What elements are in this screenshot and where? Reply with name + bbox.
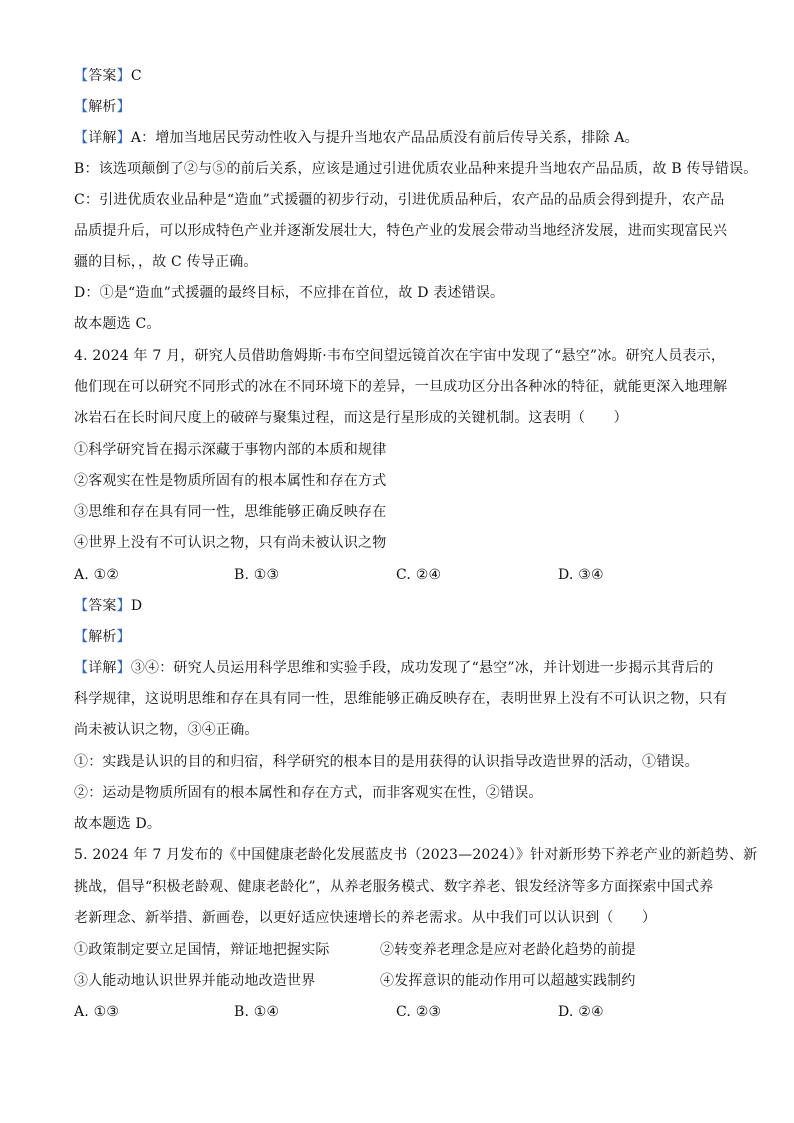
q4-detail-line: [74, 658, 714, 678]
bracket-right: 】: [116, 629, 131, 645]
q4-option-c[interactable]: C. ②④: [396, 567, 442, 583]
q3-detail-line: [74, 128, 639, 148]
q5-stem-line: 挑战，倡导“积极老龄观、健康老龄化”，从养老服务模式、数字养老、银发经济等多方面探索中国式养: [74, 879, 714, 895]
q3-explanation-line: 品质提升后，可以形成特色产业并逐渐发展壮大，特色产业的发展会带动当地经济发展，进而实现富民兴: [74, 223, 728, 239]
q3-explanation-line: C：引进优质农业品种是“造血”式援疆的初步行动，引进优质品种后，农产品的品质会得到提升，农产品: [74, 192, 725, 208]
bracket-left: 【: [74, 130, 89, 146]
q5-stem-line: 老新理念、新举措、新画卷，以更好适应快速增长的养老需求。从中我们可以认识到（ ）: [74, 910, 657, 926]
q3-detail-text: A：增加当地居民劳动性收入与提升当地农产品品质没有前后传导关系，排除 A。: [130, 130, 639, 146]
bracket-left: 【: [74, 660, 89, 676]
q4-statement: ①科学研究旨在揭示深藏于事物内部的本质和规律: [74, 442, 387, 458]
q5-stem-line: 5. 2024 年 7 月发布的《中国健康老龄化发展蓝皮书（2023—2024）》针对新形势下养老产业的新趋势、新: [74, 847, 758, 863]
q3-answer-line: [74, 66, 142, 86]
q3-explanation-line: D：①是“造血”式援疆的最终目标，不应排在首位，故 D 表述错误。: [74, 285, 505, 301]
q5-option-d[interactable]: D. ②④: [558, 1004, 604, 1020]
q4-statement: ③思维和存在具有同一性，思维能够正确反映存在: [74, 504, 387, 520]
q4-answer-value: D: [130, 598, 143, 614]
q4-answer-tag: 答案: [88, 598, 117, 614]
q5-statement: ②转变养老理念是应对老龄化趋势的前提: [380, 942, 636, 958]
q4-analysis-tag: 解析: [88, 629, 117, 645]
q5-option-c[interactable]: C. ②③: [396, 1004, 442, 1020]
q4-explanation-line: ①：实践是认识的目的和归宿，科学研究的根本目的是用获得的认识指导改造世界的活动，①错误。: [74, 754, 699, 770]
q4-detail-text: ③④：研究人员运用科学思维和实验手段，成功发现了“悬空”冰，并计划进一步揭示其背后的: [130, 660, 714, 676]
q4-detail-tag: 详解: [88, 660, 117, 676]
q4-stem-line: 他们现在可以研究不同形式的冰在不同环境下的差异，一旦成功区分出各种冰的特征，就能更深入地理解: [74, 379, 728, 395]
bracket-right: 】: [116, 598, 131, 614]
q4-stem-line: 冰岩石在长时间尺度上的破碎与聚集过程，而这是行星形成的关键机制。这表明（ ）: [74, 410, 628, 426]
q5-option-b[interactable]: B. ①④: [234, 1004, 280, 1020]
q4-explanation-line: 尚未被认识之物，③④正确。: [74, 722, 259, 738]
q3-conclusion: 故本题选 C。: [74, 316, 161, 332]
q5-statement: ④发挥意识的能动作用可以超越实践制约: [380, 973, 636, 989]
q4-explanation-line: 科学规律，这说明思维和存在具有同一性，思维能够正确反映存在，表明世界上没有不可认识之物，只有: [74, 691, 728, 707]
q4-statement: ②客观实在性是物质所固有的根本属性和存在方式: [74, 473, 387, 489]
q3-explanation-line: B：该选项颠倒了②与⑤的前后关系，应该是通过引进优质农业品种来提升当地农产品品质，故 B 传导错误。: [74, 161, 758, 177]
q3-explanation-line: 疆的目标，，故 C 传导正确。: [74, 254, 258, 270]
bracket-right: 】: [116, 660, 131, 676]
q4-stem-line: 4. 2024 年 7 月，研究人员借助詹姆斯·韦布空间望远镜首次在宇宙中发现了“悬空”冰。研究人员表示，: [74, 348, 726, 364]
bracket-left: 【: [74, 68, 89, 84]
bracket-right: 】: [116, 68, 131, 84]
q4-option-a[interactable]: A. ①②: [74, 567, 120, 583]
bracket-left: 【: [74, 629, 89, 645]
q4-option-b[interactable]: B. ①③: [234, 567, 280, 583]
q4-answer-line: [74, 596, 142, 616]
q4-conclusion: 故本题选 D。: [74, 816, 162, 832]
q3-analysis-line: [74, 97, 131, 117]
q4-option-d[interactable]: D. ③④: [558, 567, 604, 583]
bracket-right: 】: [116, 130, 131, 146]
q5-statement: ③人能动地认识世界并能动地改造世界: [74, 973, 316, 989]
bracket-left: 【: [74, 598, 89, 614]
q5-option-a[interactable]: A. ①③: [74, 1004, 120, 1020]
q4-statement: ④世界上没有不可认识之物，只有尚未被认识之物: [74, 535, 387, 551]
bracket-left: 【: [74, 99, 89, 115]
bracket-right: 】: [116, 99, 131, 115]
q3-answer-value: C: [130, 68, 142, 84]
q3-analysis-tag: 解析: [88, 99, 117, 115]
q3-answer-tag: 答案: [88, 68, 117, 84]
q5-statement: ①政策制定要立足国情，辩证地把握实际: [74, 942, 330, 958]
q4-analysis-line: [74, 627, 131, 647]
q4-explanation-line: ②：运动是物质所固有的根本属性和存在方式，而非客观实在性，②错误。: [74, 785, 543, 801]
q3-detail-tag: 详解: [88, 130, 117, 146]
